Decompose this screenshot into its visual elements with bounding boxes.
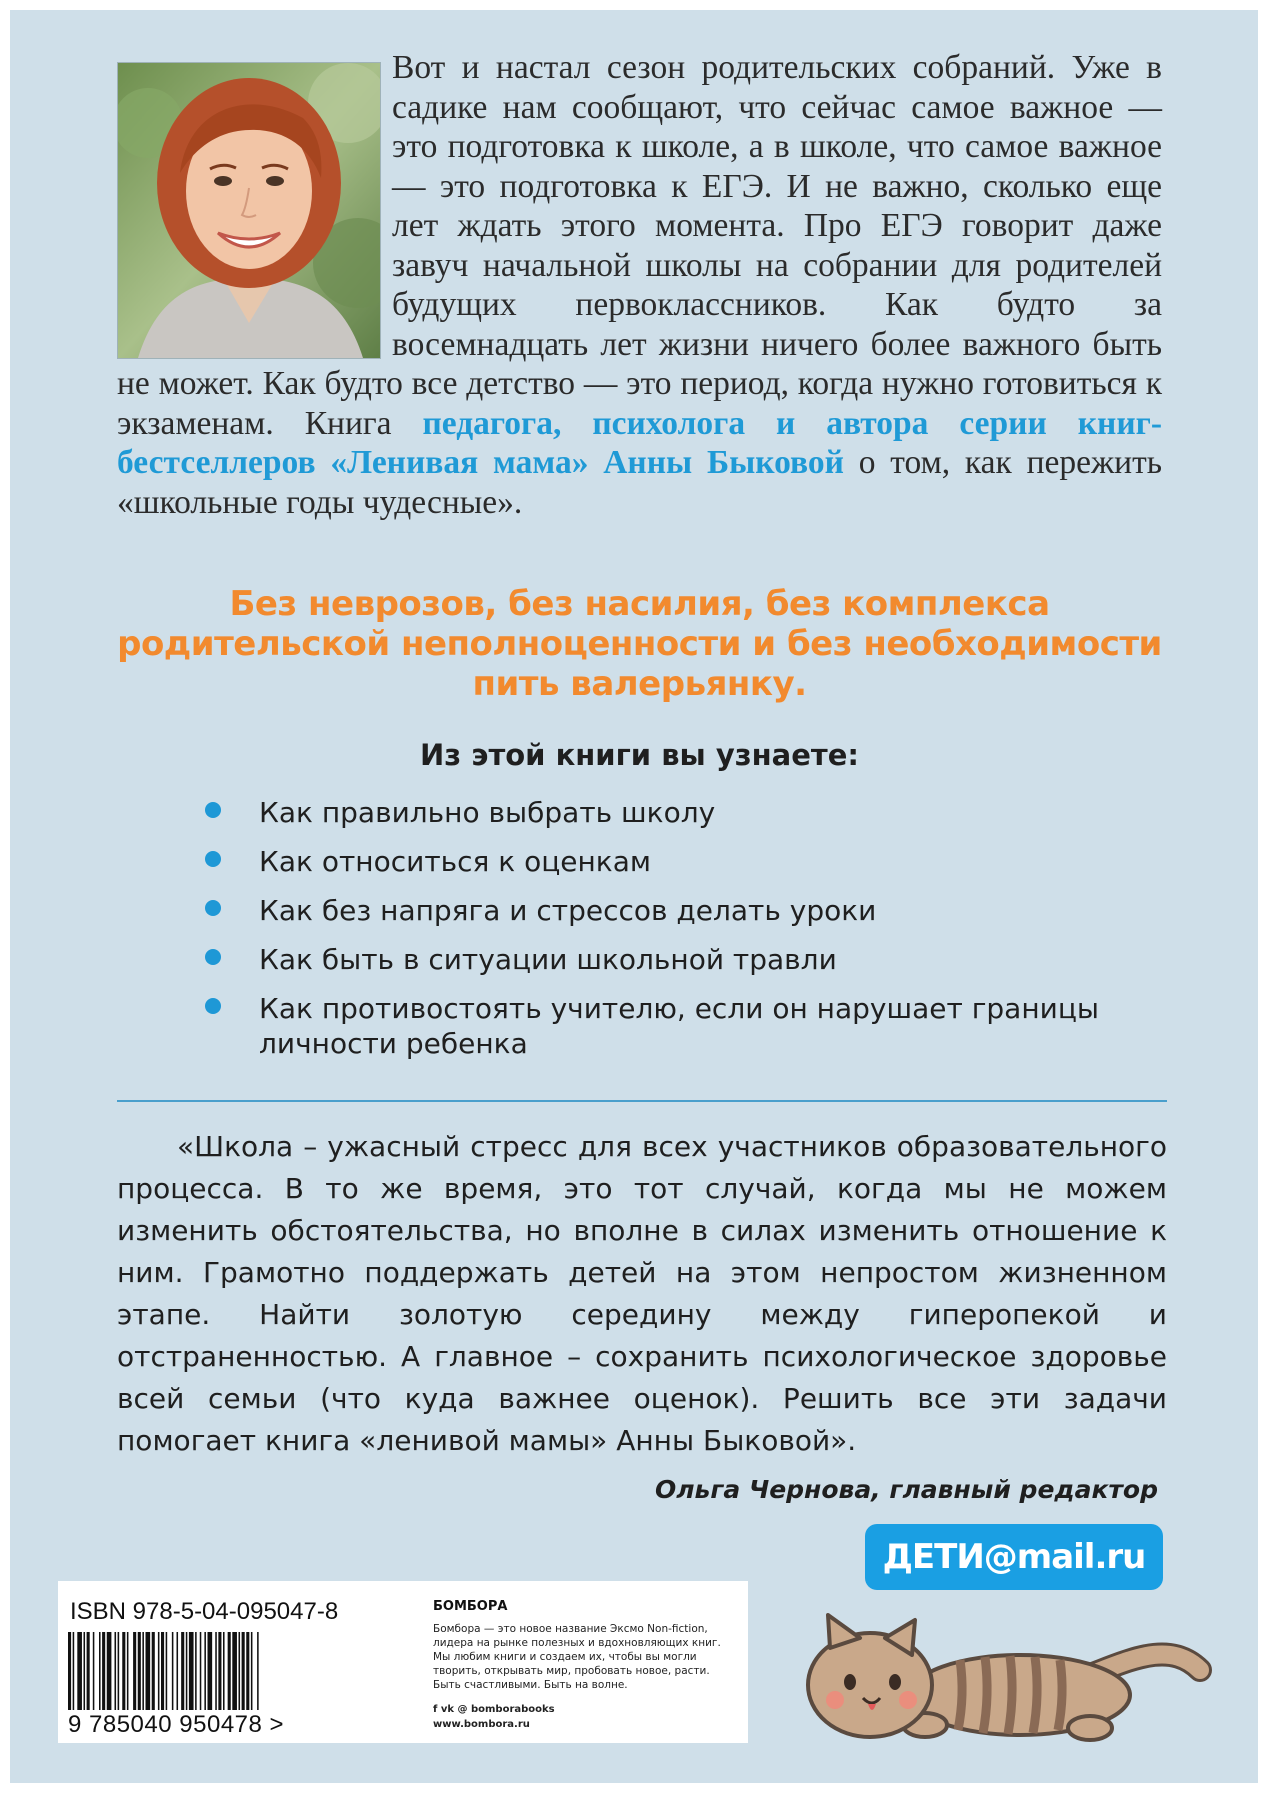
intro-paragraph [117,48,1162,522]
barcode-bar [107,1632,112,1710]
bullet-icon [205,949,221,965]
bullet-icon [205,802,221,818]
book-back-cover [10,10,1258,1783]
barcode-bar [228,1632,231,1710]
slogan: Без неврозов, без насилия, без комплекса родительской неполноценности и без необходимости пить валерьянку. [117,584,1162,704]
barcode-bar [77,1632,82,1710]
barcode-bar [177,1632,179,1710]
list-item-text: Как противостоять учителю, если он нарушает границы личности ребенка [259,992,1099,1060]
barcode-bar [189,1632,194,1710]
learn-heading: Из этой книги вы узнаете: [420,738,859,772]
barcode-bar [99,1632,101,1710]
publisher-social: f vk @ bomborabooks [433,1704,555,1715]
intro-text: Вот и настал сезон родительских собраний. Уже в садике нам сообщают, что сейчас самое важное — это подготовка к школе, а в школе, что самое важное — это подготовка к ЕГЭ. И не важно, сколько еще лет ждать этого момента. Про ЕГЭ говорит даже завуч начальной школы на собрании для родителей будущих первоклассников. Как будто за восемнадцать лет жизни ничего более важного быть не может. Как будто все детство — это период, когда нужно готовиться к экзаменам. Книга [117,49,1162,442]
intro-author-highlight: педагога, психолога и автора серии книг-бестселлеров «Ленивая мама» Анны Быковой [117,404,1162,481]
list-item-text: Как без напряга и стрессов делать уроки [259,894,877,927]
barcode-bar [68,1632,71,1710]
barcode-bar [186,1632,188,1710]
barcode-bar [204,1632,206,1710]
barcode-bar [142,1632,144,1710]
barcode-bar [257,1632,259,1710]
publisher-description: Бомбора — это новое название Эксмо Non-fiction, лидера на рынке полезных и вдохновляющих книг. Мы любим книги и создаем их, чтобы вы могли творить, открывать мир, пробовать новое, расти. Быть счастливыми. Быть на волне. [433,1623,721,1691]
barcode-bar [73,1632,75,1710]
list-item [195,991,1155,1061]
barcode-bar [118,1632,120,1710]
list-item [195,893,1155,928]
bullet-icon [205,900,221,916]
barcode-bar [223,1632,225,1710]
barcode-bar [93,1632,95,1710]
list-item [195,795,1155,830]
barcode-bar [181,1632,184,1710]
barcode-bar [195,1632,197,1710]
barcode-bar [133,1632,136,1710]
barcode-bar [251,1632,253,1710]
list-item [195,942,1155,977]
barcode-digits: 9 785040 950478 > [68,1711,285,1738]
publisher-site: www.bombora.ru [433,1719,530,1730]
barcode-bar [208,1632,213,1710]
barcode-image [68,1632,386,1710]
learn-list [195,795,1155,1075]
barcode-bar [87,1632,90,1710]
list-item-text: Как быть в ситуации школьной травли [259,943,837,976]
barcode-bar [84,1632,86,1710]
bullet-icon [205,998,221,1014]
barcode-bar [166,1632,168,1710]
intro-text-end: о том, как пережить «школьные годы чудесные». [117,444,1163,521]
list-item-text: Как правильно выбрать школу [259,796,716,829]
list-item [195,844,1155,879]
editor-quote: «Школа – ужасный стресс для всех участников образовательного процесса. В то же время, это тот случай, когда мы не можем изменить обстоятельства, но вполне в силах изменить отношение к ним. Грамотно поддержать детей на этом непростом жизненном этапе. Найти золотую середину между гиперопекой и отстраненностью. А главное – сохранить психологическое здоровье всей семьи (что куда важнее оценок). Решить все эти задачи помогает книга «ленивой мамы» Анны Быковой». [117,1130,1167,1457]
deti-mail-logo: ДЕТИ@mail.ru [865,1524,1163,1590]
cat-illustration [790,1600,1220,1750]
barcode-bar [138,1632,141,1710]
barcode-bar [122,1632,125,1710]
barcode-bar [172,1632,174,1710]
quote-author: Ольга Чернова, главный редактор [654,1475,1158,1504]
barcode-bar [102,1632,105,1710]
section-divider [117,1100,1167,1102]
barcode-bar [215,1632,217,1710]
barcode-bar [242,1632,245,1710]
barcode-bar [115,1632,117,1710]
barcode-bar [232,1632,237,1710]
barcode-bar [218,1632,221,1710]
photo-space [117,48,392,358]
barcode-bar [146,1632,151,1710]
publisher-name: БОМБОРА [433,1599,508,1614]
barcode-bar [158,1632,160,1710]
barcode-bar [152,1632,155,1710]
bullet-icon [205,851,221,867]
barcode-bar [239,1632,241,1710]
list-item-text: Как относиться к оценкам [259,845,651,878]
barcode-bar [127,1632,129,1710]
isbn-label: ISBN 978-5-04-095047-8 [70,1598,339,1625]
barcode-bar [161,1632,164,1710]
barcode-bar [200,1632,202,1710]
barcode-bar [246,1632,249,1710]
